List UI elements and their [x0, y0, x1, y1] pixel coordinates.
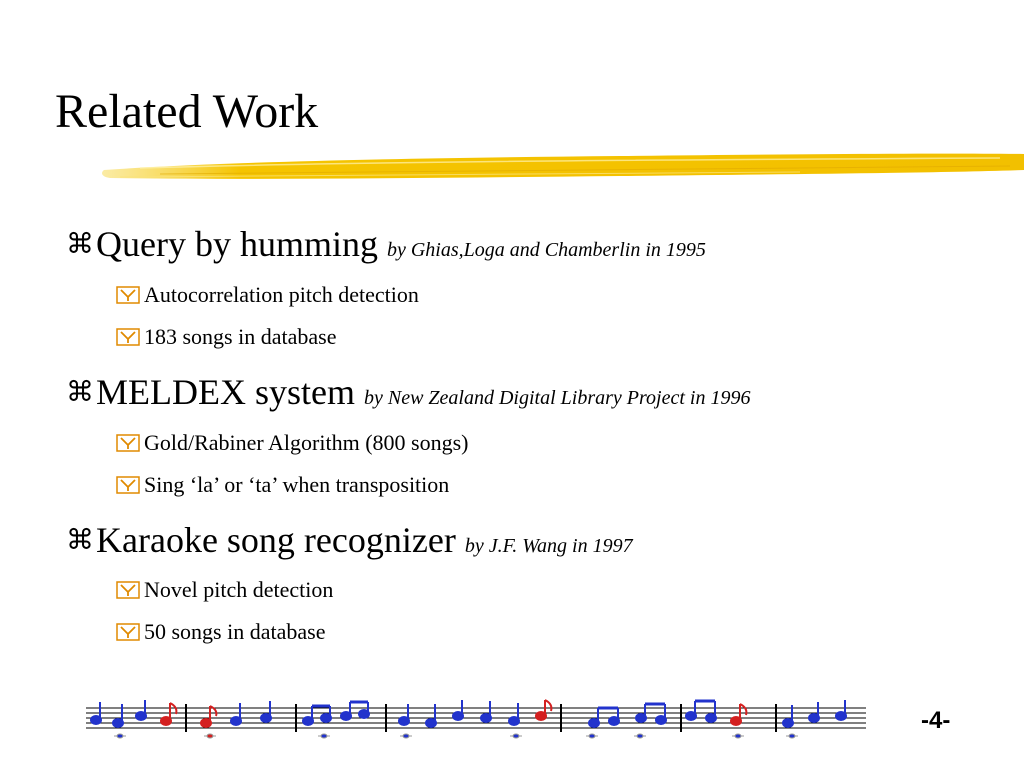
bullet-text: MELDEX system — [96, 372, 355, 412]
sub-bullet — [116, 432, 468, 454]
sub-bullet — [116, 621, 325, 643]
checkbox-check-icon — [116, 623, 140, 641]
bullet-meldex-system — [66, 374, 750, 410]
sub-bullet — [116, 284, 419, 306]
command-key-icon: ⌘ — [66, 375, 94, 408]
checkbox-check-icon — [116, 434, 140, 452]
page-number: -4- — [921, 707, 951, 734]
sub-bullet — [116, 579, 333, 601]
bullet-attribution: by New Zealand Digital Library Project in 1996 — [363, 387, 751, 409]
music-notes-staff-icon — [86, 694, 866, 744]
yellow-brush-underline — [100, 148, 1024, 188]
checkbox-check-icon — [116, 286, 140, 304]
bullet-text: Karaoke song recognizer — [96, 520, 456, 560]
slide-title: Related Work — [55, 85, 319, 138]
checkbox-check-icon — [116, 328, 140, 346]
sub-bullet-text: 183 songs in database — [144, 324, 337, 349]
sub-bullet-text: Sing ‘la’ or ‘ta’ when transposition — [144, 472, 450, 497]
bullet-text: Query by humming — [96, 224, 378, 264]
sub-bullet — [116, 474, 449, 496]
sub-bullet-text: Autocorrelation pitch detection — [144, 282, 419, 307]
bullet-query-by-humming — [66, 226, 706, 262]
bullet-attribution: by J.F. Wang in 1997 — [464, 535, 633, 557]
sub-bullet-text: Novel pitch detection — [144, 577, 334, 602]
command-key-icon: ⌘ — [66, 523, 94, 556]
sub-bullet-text: 50 songs in database — [144, 619, 326, 644]
sub-bullet-text: Gold/Rabiner Algorithm (800 songs) — [144, 430, 469, 455]
sub-bullet — [116, 326, 336, 348]
bullet-karaoke-song-recognizer — [66, 522, 633, 558]
checkbox-check-icon — [116, 581, 140, 599]
bullet-attribution: by Ghias,Loga and Chamberlin in 1995 — [386, 239, 706, 261]
command-key-icon: ⌘ — [66, 227, 94, 260]
checkbox-check-icon — [116, 476, 140, 494]
